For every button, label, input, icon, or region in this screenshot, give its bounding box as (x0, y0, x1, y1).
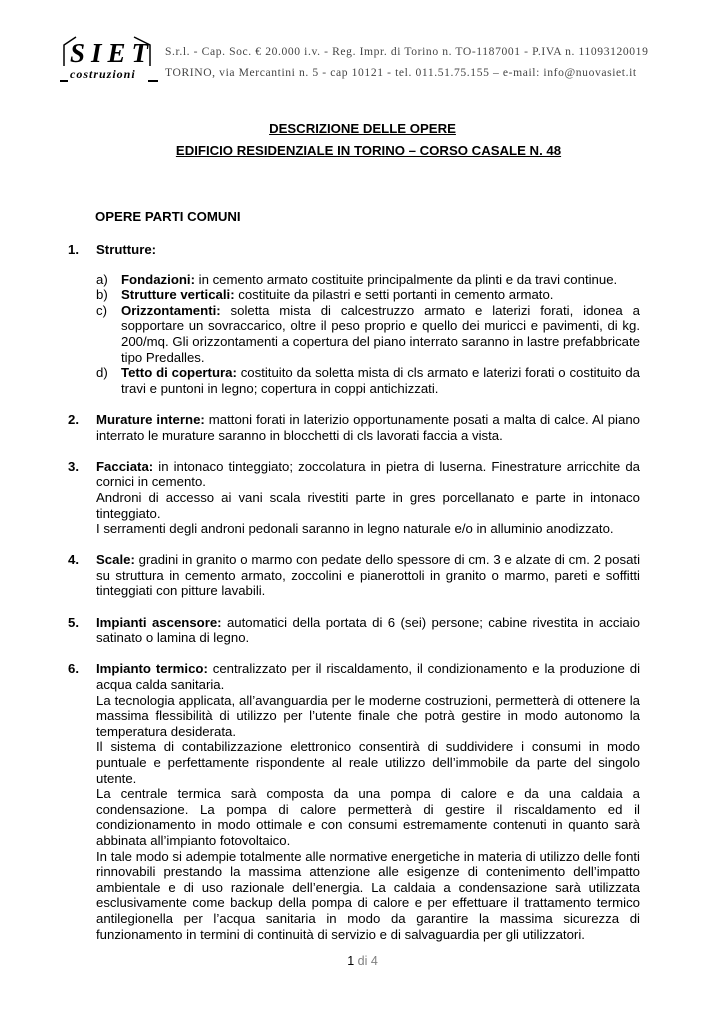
page-total: di 4 (354, 954, 378, 968)
sub-item-heading: Fondazioni: (121, 271, 195, 287)
sub-list-item (96, 365, 640, 396)
item-text: automatici della portata di 6 (sei) persone; cabine rivestita in acciaio satinato o lamina di legno. (96, 614, 641, 646)
page-current: 1 (347, 954, 355, 968)
sub-list (96, 272, 640, 397)
logo-sub-text: costruzioni (70, 67, 136, 81)
item-heading: Murature interne: (96, 411, 205, 427)
item-number: 6. (68, 661, 79, 677)
sub-list-item (96, 303, 640, 365)
item-heading: Impianto termico: (96, 661, 208, 677)
logo-underline-right (148, 80, 158, 82)
document-subtitle: EDIFICIO RESIDENZIALE IN TORINO – CORSO CASALE N. 48 (175, 143, 562, 158)
item-paragraph (96, 459, 640, 490)
item-text: gradini in granito o marmo con pedate dello spessore di cm. 3 e alzate di cm. 2 posati su struttura in cemento armato, zoccolini e pianerottoli in granito o marmo, pareti e soffitti tinteggiati con pitture lavabili. (96, 552, 640, 599)
item-text: in intonaco tinteggiato; zoccolatura in pietra di luserna. Finestrature arricchite da cornici in cemento. (96, 458, 640, 490)
item-paragraph: La centrale termica sarà composta da una pompa di calore e da una caldaia a condensazione. La pompa di calore permetterà di gestire il riscaldamento ed il condizionamento in modo ottimale e con consumi estremamente contenuti in quanto sarà abbinata all’impianto fotovoltaico. (96, 786, 640, 848)
item-heading: Strutture: (96, 242, 157, 257)
item-number: 3. (68, 458, 79, 474)
list-item (68, 552, 640, 599)
sub-item-letter: c) (96, 302, 107, 318)
item-heading: Impianti ascensore: (96, 614, 222, 630)
list-item (68, 661, 640, 942)
sub-item-text: costituito da soletta mista di cls armato e laterizi forati o costituito da travi e puntoni in legno; copertura in coppi antichizzati. (121, 365, 640, 396)
item-paragraph: In tale modo si adempie totalmente alle normative energetiche in materia di utilizzo delle fonti rinnovabili prestando la massima attenzione alle esigenze di contenimento dell’impatto ambientale e di uso razionale dell’energia. La caldaia a condensazione sarà utilizzata esclusivamente come backup della pompa di calore e per effettuare il trattamento termico antilegionella per l’acqua sanitaria in modo da garantire la massima sicurezza di funzionamento in termini di continuità di servizio e di salvaguardia per gli utilizzatori. (96, 848, 640, 942)
item-paragraph (96, 615, 640, 646)
item-paragraph: Androni di accesso ai vani scala rivestiti parte in gres porcellanato e parte in intonaco tinteggiato. (96, 489, 640, 521)
sub-item-text: costituite da pilastri e setti portanti in cemento armato. (234, 287, 554, 303)
item-paragraph: La tecnologia applicata, all’avanguardia per le moderne costruzioni, permetterà di ottenere la massima flessibilità di utilizzo per l’utente finale che potrà gestire in modo autonomo la temperatura desiderata. (96, 692, 640, 739)
item-paragraph (96, 412, 640, 443)
sub-item-heading: Tetto di copertura: (121, 365, 237, 381)
sub-list-item (96, 287, 640, 303)
sub-item-heading: Orizzontamenti: (121, 302, 221, 318)
item-number: 2. (68, 411, 79, 427)
list-item (68, 459, 640, 537)
list-item (68, 242, 640, 396)
works-list (68, 242, 640, 958)
section-heading: OPERE PARTI COMUNI (95, 209, 241, 224)
item-heading: Facciata: (96, 458, 154, 474)
page-indicator (0, 954, 725, 968)
list-item (68, 412, 640, 443)
sub-item-text: soletta mista di calcestruzzo armato e laterizi forati, idonea a sopportare un sovraccarico, oltre il peso proprio e quello dei muricci e pavimenti, di kg. 200/mq. Gli orizzontamenti a copertura del piano interrato saranno in lastre prefabbricate tipo Predalles. (121, 302, 640, 365)
sub-item-letter: b) (96, 287, 108, 303)
company-logo (60, 36, 158, 84)
sub-item-text: in cemento armato costituite principalmente da plinti e da travi continue. (194, 271, 618, 287)
letterhead-contact-info: TORINO, via Mercantini n. 5 - cap 10121 - tel. 011.51.75.155 – e-mail: info@nuovasiet.it (165, 66, 637, 79)
logo-main-text: SIET (70, 38, 155, 68)
letterhead-company-info: S.r.l. - Cap. Soc. € 20.000 i.v. - Reg. Impr. di Torino n. TO-1187001 - P.IVA n. 11093120019 (165, 45, 649, 58)
logo-underline-left (60, 80, 68, 82)
sub-list-item (96, 272, 640, 288)
document-title: DESCRIZIONE DELLE OPERE (269, 121, 456, 136)
item-paragraph (96, 552, 640, 599)
sub-item-letter: a) (96, 271, 108, 287)
item-paragraph: Il sistema di contabilizzazione elettronico consentirà di suddividere i consumi in modo puntuale e perfettamente rispondente al reale utilizzo dell’immobile da parte del singolo utente. (96, 739, 640, 786)
item-heading: Scale: (96, 552, 135, 568)
list-item (68, 615, 640, 646)
item-text: mattoni forati in laterizio opportunamente posati a malta di calce. Al piano interrato le murature saranno in blocchetti di cls lavorati faccia a vista. (96, 411, 640, 443)
sub-item-heading: Strutture verticali: (121, 287, 235, 303)
item-number: 4. (68, 552, 79, 568)
item-paragraph: I serramenti degli androni pedonali saranno in legno naturale e/o in alluminio anodizzato. (96, 521, 614, 537)
item-number: 1. (68, 242, 79, 257)
item-number: 5. (68, 614, 79, 630)
sub-item-letter: d) (96, 365, 108, 381)
item-text: centralizzato per il riscaldamento, il condizionamento e la produzione di acqua calda sanitaria. (96, 661, 641, 693)
item-paragraph (96, 661, 640, 692)
